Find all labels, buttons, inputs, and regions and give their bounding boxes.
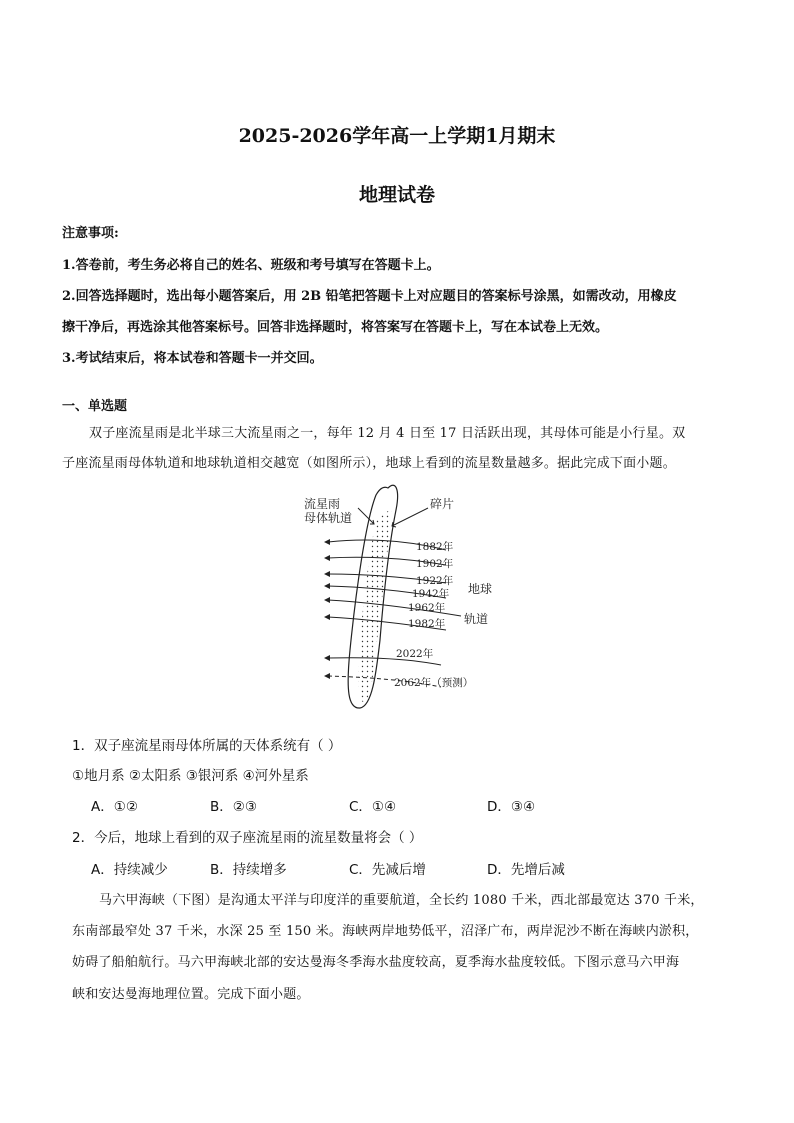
year-label: 1962年 — [408, 602, 446, 614]
year-label: 1882年 — [416, 541, 454, 553]
year-label: 1982年 — [408, 618, 446, 630]
passage-2-line-1: 马六甲海峡（下图）是沟通太平洋与印度洋的重要航道，全长约 1080 千米，西北部最宽达 370 千米， — [99, 893, 704, 908]
q2-option-c[interactable]: C．先减后增 — [349, 862, 426, 878]
question-1-stem: 1．双子座流星雨母体所属的天体系统有（ ） — [72, 738, 342, 754]
notice-item-2-line-1: 2.回答选择题时，选出每小题答案后，用 2B 铅笔把答题卡上对应题目的答案标号涂黑，如需改动，用橡皮 — [62, 289, 677, 304]
notice-item-3: 3.考试结束后，将本试卷和答题卡一并交回。 — [62, 351, 323, 366]
passage-1-line-1: 双子座流星雨是北半球三大流星雨之一，每年 12 月 4 日至 17 日活跃出现，其母体可能是小行星。双 — [89, 426, 686, 441]
passage-2-line-3: 妨碍了船舶航行。马六甲海峡北部的安达曼海冬季海水盐度较高，夏季海水盐度较低。下图示意马六甲海 — [72, 955, 680, 970]
label-parent-orbit-1: 流星雨 — [304, 497, 341, 511]
label-fragments: 碎片 — [430, 497, 455, 511]
q2-option-a[interactable]: A．持续减少 — [91, 862, 168, 878]
year-label: 1942年 — [412, 588, 450, 600]
question-2-stem: 2．今后，地球上看到的双子座流星雨的流星数量将会（ ） — [72, 830, 423, 846]
exam-title: 2025-2026学年高一上学期1月期末 — [238, 125, 556, 147]
passage-1-line-2: 子座流星雨母体轨道和地球轨道相交越宽（如图所示），地球上看到的流星数量越多。据此完成下面小题。 — [62, 456, 676, 471]
year-label: 2062年（预测） — [394, 677, 474, 689]
exam-subtitle: 地理试卷 — [358, 184, 435, 206]
q2-option-d[interactable]: D．先增后减 — [487, 862, 565, 878]
notice-heading: 注意事项: — [62, 226, 119, 241]
label-parent-orbit-2: 母体轨道 — [304, 511, 353, 525]
year-label: 1902年 — [416, 558, 454, 570]
notice-item-2-line-2: 擦干净后，再选涂其他答案标号。回答非选择题时，将答案写在答题卡上，写在本试卷上无效。 — [62, 320, 609, 335]
passage-2-line-4: 峡和安达曼海地理位置。完成下面小题。 — [72, 987, 310, 1002]
year-label: 2022年 — [396, 648, 434, 660]
year-label: 1922年 — [416, 575, 454, 587]
passage-2-line-2: 东南部最窄处 37 千米，水深 25 至 150 米。海峡两岸地势低平，沼泽广布，两岸泥沙不断在海峡内淤积， — [72, 924, 699, 939]
q1-option-a[interactable]: A．①② — [91, 799, 138, 815]
label-earth: 地球 — [468, 582, 493, 596]
notice-item-1: 1.答卷前，考生务必将自己的姓名、班级和考号填写在答题卡上。 — [62, 258, 440, 273]
label-orbit: 轨道 — [464, 612, 489, 626]
q1-option-b[interactable]: B．②③ — [210, 799, 257, 815]
question-1-items: ①地月系 ②太阳系 ③银河系 ④河外星系 — [72, 768, 309, 784]
q1-option-c[interactable]: C．①④ — [349, 799, 397, 815]
section-heading: 一、单选题 — [62, 399, 128, 414]
q2-option-b[interactable]: B．持续增多 — [210, 862, 287, 878]
meteor-orbit-figure — [296, 480, 506, 715]
q1-option-d[interactable]: D．③④ — [487, 799, 536, 815]
